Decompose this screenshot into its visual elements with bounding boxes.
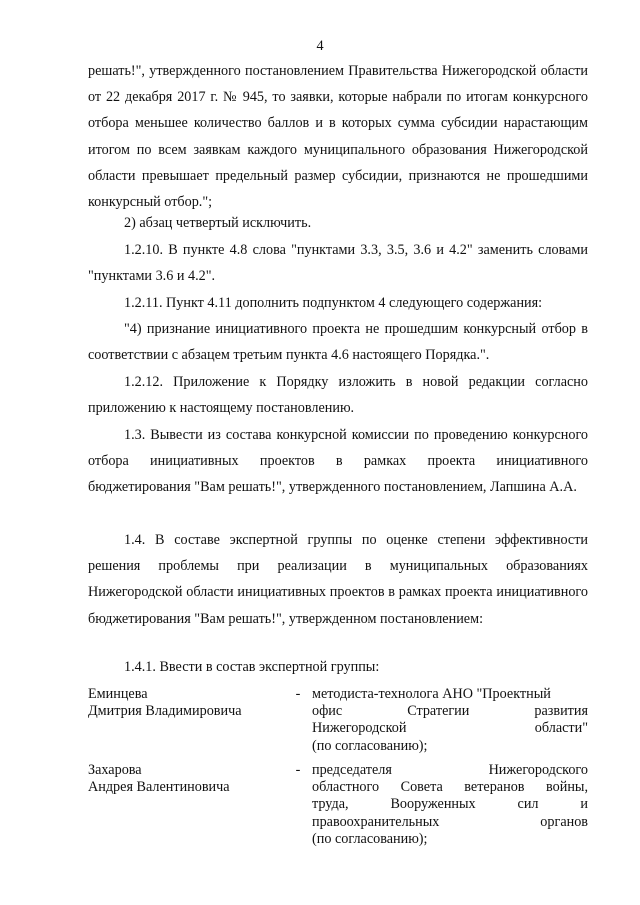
position-line: методиста-технолога АНО "Проектный [312, 686, 551, 702]
position-line: труда, Вооруженных сил и [312, 796, 588, 813]
member-position [312, 762, 588, 848]
member-position [312, 686, 588, 755]
paragraph-1-4: 1.4. В составе экспертной группы по оценке степени эффективности решения проблемы при реализации в муниципальных образованиях Нижегородской области инициативных проектов в рамках проекта инициативного бюджетирования "Вам решать!", утвержденном постановлением: [88, 532, 588, 627]
paragraph-quoted-item-4: "4) признание инициативного проекта не прошедшим конкурсный отбор в соответствии с абзацем третьим пункта 4.6 настоящего Порядка.". [88, 321, 588, 364]
position-line: правоохранительных органов [312, 813, 588, 830]
member-surname: Еминцева [88, 686, 148, 702]
position-line: областного Совета ветеранов войны, [312, 779, 588, 796]
paragraph-1-2-12: 1.2.12. Приложение к Порядку изложить в новой редакции согласно приложению к настоящему постановлению. [88, 374, 588, 417]
member-name [88, 762, 288, 796]
paragraph-1-2-10: 1.2.10. В пункте 4.8 слова "пунктами 3.3, 3.5, 3.6 и 4.2" заменить словами "пунктами 3.6 и 4.2". [88, 242, 588, 285]
position-line: Нижегородской области" [312, 720, 588, 737]
member-dash: - [295, 686, 301, 702]
position-line: офис Стратегии развития [312, 703, 588, 720]
paragraph-1-4-1: 1.4.1. Ввести в состав экспертной группы: [124, 659, 380, 675]
member-name [88, 686, 288, 720]
member-surname: Захарова [88, 762, 142, 778]
page-number: 4 [316, 38, 324, 54]
paragraph-1-2-11: 1.2.11. Пункт 4.11 дополнить подпунктом 4 следующего содержания: [124, 295, 543, 311]
paragraph-1-3: 1.3. Вывести из состава конкурсной комиссии по проведению конкурсного отбора инициативных проектов в рамках проекта инициативного бюджетирования "Вам решать!", утвержденного постановлением, Лапшина А.А. [88, 427, 588, 496]
member-given-name: Андрея Валентиновича [88, 779, 230, 796]
position-line: (по согласованию); [312, 830, 428, 847]
member-given-name: Дмитрия Владимировича [88, 703, 242, 720]
member-dash: - [295, 762, 301, 778]
paragraph-2-abzac: 2) абзац четвертый исключить. [124, 215, 312, 231]
position-line: председателя Нижегородского [312, 762, 588, 778]
position-line: (по согласованию); [312, 737, 428, 754]
paragraph-continuation: решать!", утвержденного постановлением Правительства Нижегородской области от 22 декабря 2017 г. № 945, то заявки, которые набрали по итогам конкурсного отбора меньшее количество баллов и в которых сумма субсидии нарастающим итогом по всем заявкам каждого муниципального образования Нижегородской области превышает предельный размер субсидии, признаются не прошедшими конкурсный отбор."; [88, 63, 588, 211]
